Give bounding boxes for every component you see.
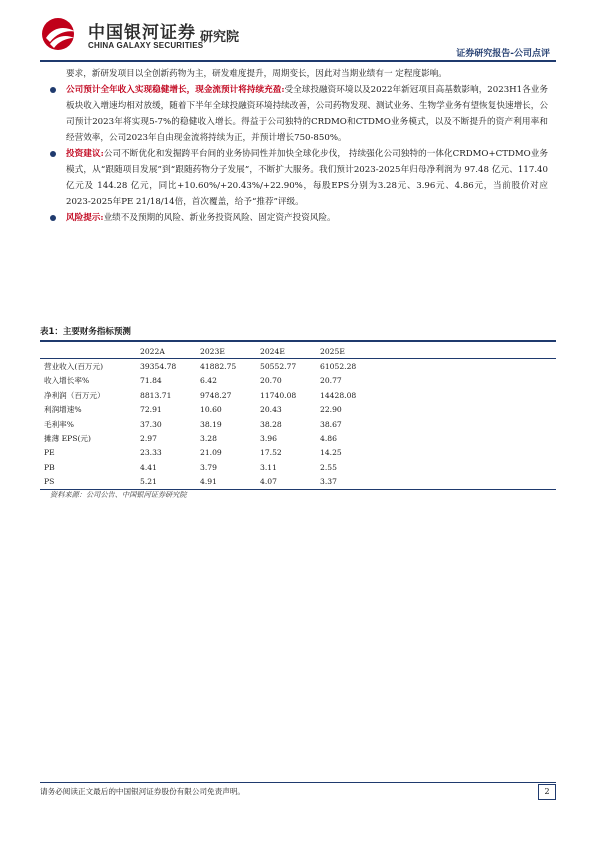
continuation-paragraph: 要求，新研发项目以全创新药物为主，研发难度提升，周期变长，因此对当期业绩有一 定程度影响。	[66, 69, 447, 79]
galaxy-logo-icon	[40, 16, 80, 52]
header-divider	[40, 60, 556, 62]
table-cell: 4.07	[256, 475, 316, 490]
table-cell: 10.60	[200, 405, 222, 415]
table-cell: 20.77	[320, 376, 342, 386]
table-header-cell: 2025E	[316, 344, 376, 359]
bullet-lead: 公司预计全年收入实现稳健增长，现金流预计将持续充盈:	[66, 85, 285, 95]
table-cell: 61052.28	[320, 362, 357, 372]
table-cell: 3.79	[200, 462, 217, 472]
bullet-text: 受全球投融资环境以及2022年新冠项目高基数影响，2023H1各业务板块收入增速均相对放缓，随着下半年全球投融资环境持续改善，公司药物发现、测试业务、生物学业务有望恢复快速增长，公司预计2023年将实现5-7%的稳健收入增长。得益于公司独特的CRDMO和CTDMO业务模式，以及不断提升的资产利用率和经营效率，公司2023年自由现金流将持续为正，并预计增长750-850%。	[66, 85, 548, 143]
table-cell: 4.41	[140, 462, 157, 472]
bullet-investment-advice	[48, 146, 548, 210]
table-cell: 14.25	[320, 448, 342, 458]
table-header-cell	[40, 344, 136, 359]
row-label: PE	[44, 448, 55, 458]
table-row	[40, 460, 556, 474]
table-source-note: 资料来源：公司公告、中国银河证券研究院	[50, 490, 187, 499]
table-row	[40, 374, 556, 388]
table-cell: 8813.71	[140, 390, 172, 400]
table-header-row	[40, 344, 556, 359]
table-cell: 6.42	[200, 376, 217, 386]
bullet-text: 公司不断优化和发掘跨平台间的业务协同性并加快全球化步伐， 持续强化公司独特的一体化CRDMO+CTDMO业务模式，从“跟随项目发展”到“跟随药物分子发展”，不断扩大服务。我们预计2023-2025年归母净利润为 97.48 亿元、117.40 亿元及 144.28 亿元，同比+10.60%/+20.43%/+22.90%，每股EPS分别为3.28元、3.96元、4.86元，当前股价对应2023-2025年PE 21/18/14倍，首次覆盖，给予“推荐”评级。	[66, 149, 548, 207]
table-row	[40, 431, 556, 445]
table-cell: 20.43	[260, 405, 282, 415]
table-cell: 2.55	[320, 462, 337, 472]
bullet-revenue-outlook	[48, 82, 548, 146]
bullet-text: 业绩不及预期的风险、新业务投资风险、固定资产投资风险。	[103, 213, 336, 223]
table-cell: 50552.77	[260, 362, 297, 372]
table-cell: 41882.75	[200, 362, 237, 372]
table-cell: 38.67	[320, 419, 342, 429]
table-cell: 3.28	[200, 434, 217, 444]
row-label: 毛利率%	[44, 419, 74, 429]
report-body	[48, 66, 548, 226]
row-label: 收入增长率%	[44, 376, 90, 386]
bullet-risk-warning	[48, 210, 548, 226]
table-cell: 3.96	[260, 434, 277, 444]
page-header	[0, 0, 596, 60]
table-cell: 9748.27	[200, 390, 232, 400]
table-row	[40, 403, 556, 417]
footer-divider	[40, 782, 556, 783]
table-header-spacer	[376, 344, 556, 359]
institute-label: 研究院	[200, 30, 240, 45]
table-cell: 38.28	[260, 419, 282, 429]
table-cell: 20.70	[260, 376, 282, 386]
report-type-label: 证券研究报告-公司点评	[456, 49, 550, 59]
row-label: PB	[44, 462, 55, 472]
bullet-lead: 投资建议:	[66, 149, 104, 159]
row-label: PS	[40, 475, 136, 490]
table-cell: 17.52	[260, 448, 282, 458]
financial-forecast-table	[40, 344, 556, 490]
bullet-lead: 风险提示:	[66, 213, 104, 223]
bullet-dot-icon	[50, 151, 56, 157]
table-cell: 22.90	[320, 405, 342, 415]
table-cell: 37.30	[140, 419, 162, 429]
table-cell: 2.97	[140, 434, 157, 444]
table-cell: 38.19	[200, 419, 222, 429]
table-cell: 4.86	[320, 434, 337, 444]
table-header-cell: 2024E	[256, 344, 316, 359]
bullet-dot-icon	[50, 215, 56, 221]
table-cell: 3.37	[316, 475, 376, 490]
table-cell: 71.84	[140, 376, 162, 386]
row-label: 净利润（百万元）	[44, 390, 105, 400]
table-row	[40, 417, 556, 431]
table-cell: 39354.78	[140, 362, 177, 372]
table-cell: 11740.08	[260, 390, 297, 400]
table-cell: 21.09	[200, 448, 222, 458]
table-row	[40, 475, 556, 490]
table-cell: 5.21	[136, 475, 196, 490]
table-header-cell: 2022A	[136, 344, 196, 359]
table-row	[40, 388, 556, 402]
row-label: 营业收入(百万元)	[44, 362, 104, 372]
row-label: 利润增速%	[44, 405, 82, 415]
logo-english-name: CHINA GALAXY SECURITIES	[88, 41, 204, 50]
table-header-cell: 2023E	[196, 344, 256, 359]
bullet-dot-icon	[50, 87, 56, 93]
table-row	[40, 446, 556, 460]
table-cell: 23.33	[140, 448, 162, 458]
logo-chinese-name: 中国银河证券	[88, 23, 196, 43]
table-cell: 3.11	[260, 462, 277, 472]
table-cell: 14428.08	[320, 390, 357, 400]
table-row	[40, 359, 556, 374]
row-label: 摊薄 EPS(元)	[44, 434, 91, 444]
table-title: 表1：主要财务指标预测	[40, 325, 556, 342]
table-cell: 4.91	[196, 475, 256, 490]
page-number: 2	[538, 784, 556, 800]
table-caption-wrap	[40, 325, 556, 342]
table-cell: 72.91	[140, 405, 162, 415]
footer-disclaimer: 请务必阅读正文最后的中国银河证券股份有限公司免责声明。	[40, 787, 246, 796]
